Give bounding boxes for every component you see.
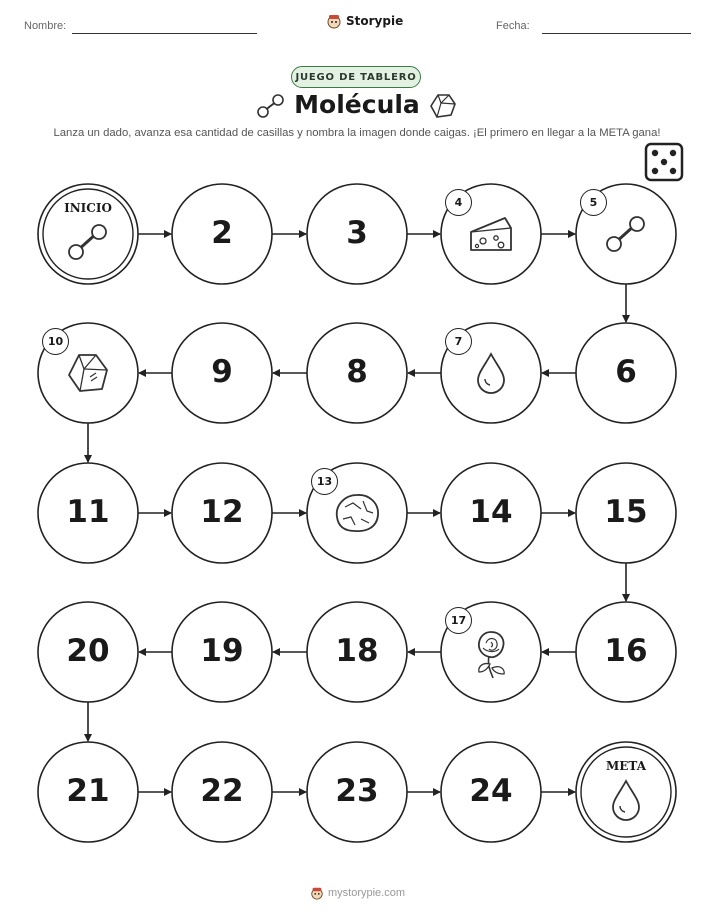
brand-name: Storypie bbox=[346, 14, 404, 28]
footer bbox=[310, 886, 405, 900]
cell-number: 24 bbox=[469, 773, 513, 809]
date-label: Fecha: bbox=[496, 20, 530, 32]
cell-number: 12 bbox=[200, 494, 244, 530]
cell-number-badge: 5 bbox=[580, 189, 607, 216]
cell-number: 2 bbox=[211, 215, 233, 251]
board-cell-1 bbox=[38, 184, 138, 284]
game-type-badge: JUEGO DE TABLERO bbox=[291, 66, 421, 88]
cell-number-badge: 13 bbox=[311, 468, 338, 495]
cell-number: 9 bbox=[211, 354, 233, 390]
cell-number: 15 bbox=[604, 494, 648, 530]
cell-number: 23 bbox=[335, 773, 379, 809]
cell-number-badge: 4 bbox=[445, 189, 472, 216]
cell-number: 3 bbox=[346, 215, 368, 251]
name-label: Nombre: bbox=[24, 20, 67, 32]
page-title: Molécula bbox=[294, 90, 420, 119]
cell-number: 16 bbox=[604, 633, 648, 669]
cell-number: 18 bbox=[335, 633, 379, 669]
cell-number: 14 bbox=[469, 494, 513, 530]
cell-number: 11 bbox=[66, 494, 110, 530]
instructions-text: Lanza un dado, avanza esa cantidad de casillas y nombra la imagen donde caigas. ¡El primero en llegar a la META gana! bbox=[53, 127, 661, 139]
board-cell-25 bbox=[576, 742, 676, 842]
cell-number: 6 bbox=[615, 354, 637, 390]
footer-url[interactable]: mystorypie.com bbox=[328, 887, 406, 899]
goal-label: META bbox=[605, 759, 646, 773]
cell-number: 19 bbox=[200, 633, 244, 669]
cell-number-badge: 10 bbox=[42, 328, 69, 355]
cell-number-badge: 7 bbox=[445, 328, 472, 355]
cell-number-badge: 17 bbox=[445, 607, 472, 634]
cell-number: 20 bbox=[66, 633, 110, 669]
cell-number: 21 bbox=[66, 773, 110, 809]
cell-number: 8 bbox=[346, 354, 368, 390]
cell-number: 22 bbox=[200, 773, 244, 809]
rock-icon bbox=[337, 495, 378, 531]
storypie-mascot-icon bbox=[310, 886, 324, 900]
start-label: INICIO bbox=[64, 201, 112, 215]
